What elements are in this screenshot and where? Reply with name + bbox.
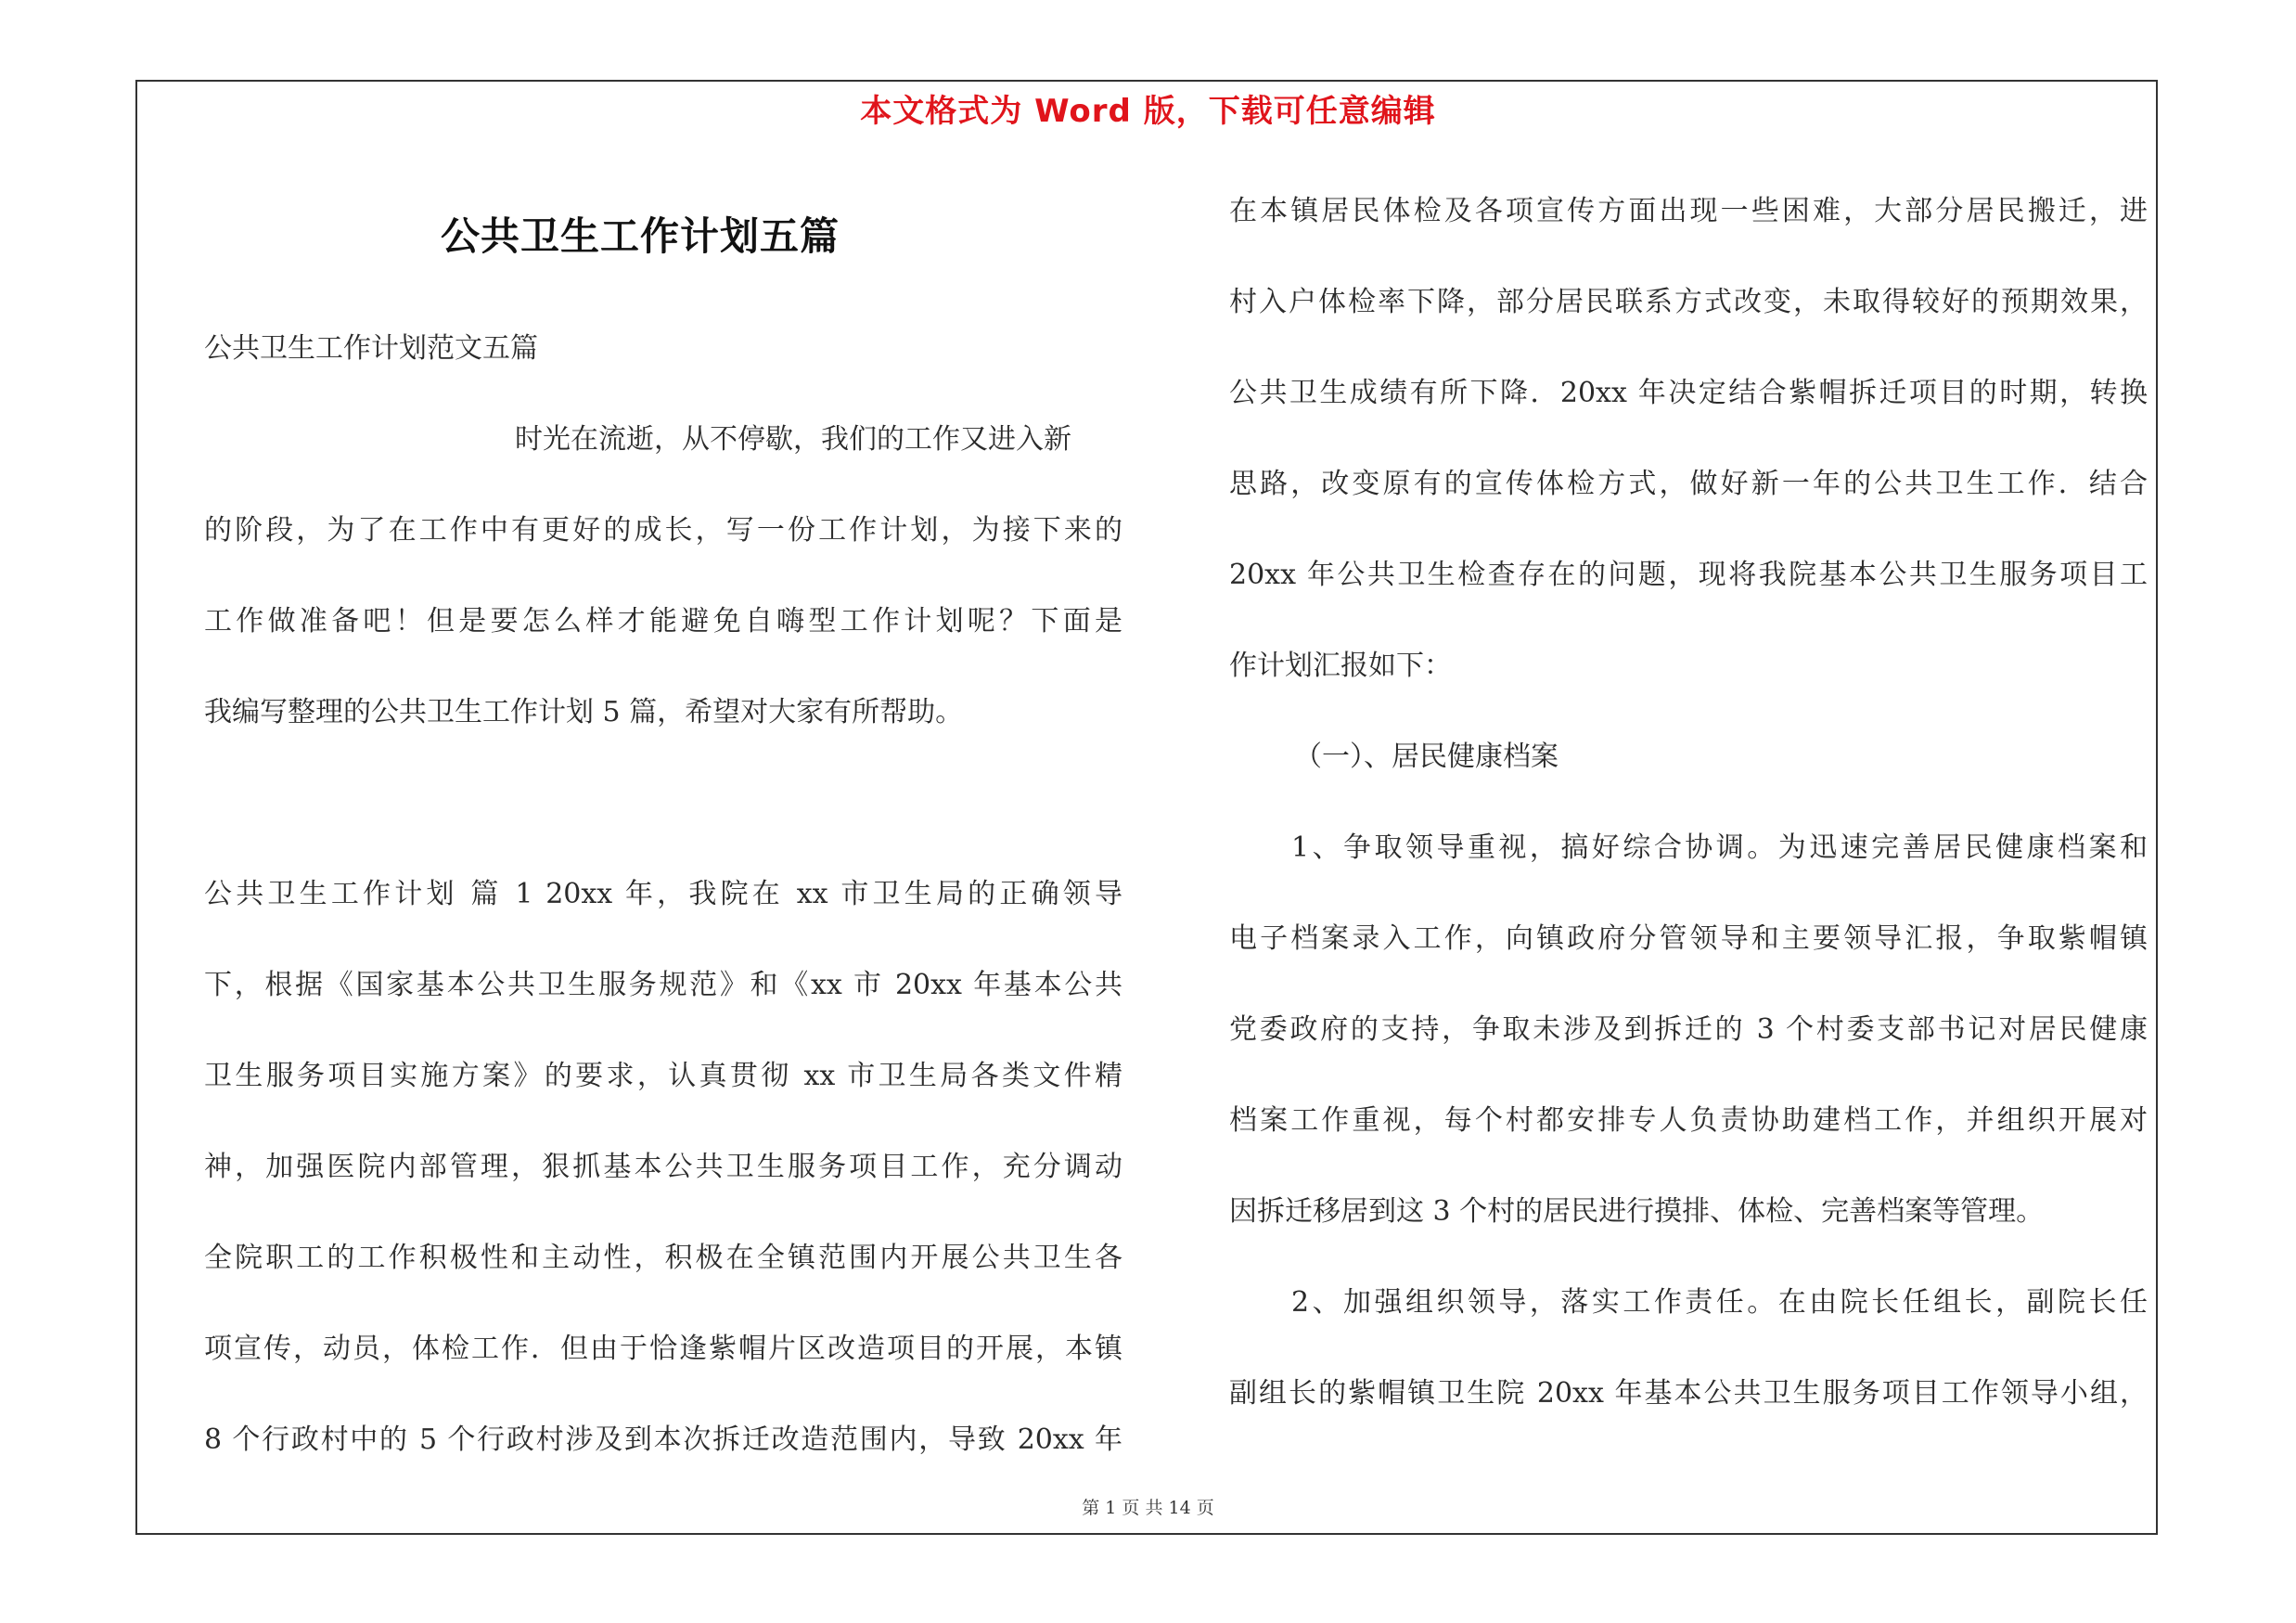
right-line-5: 20xx 年公共卫生检查存在的问题，现将我院基本公共卫生服务项目工 [1229,559,2148,591]
item2-line-1: 2、加强组织领导，落实工作责任。在由院长任组长，副院长任 [1291,1286,2148,1319]
intro-line-2: 的阶段，为了在工作中有更好的成长，写一份工作计划，为接下来的 [204,514,1122,547]
item1-line-1: 1、争取领导重视，搞好综合协调。为迅速完善居民健康档案和 [1291,831,2148,864]
right-line-4: 思路，改变原有的宣传体检方式，做好新一年的公共卫生工作．结合 [1229,468,2148,500]
right-line-1: 在本镇居民体检及各项宣传方面出现一些困难，大部分居民搬迁，进 [1229,195,2148,227]
document-title: 公共卫生工作计划五篇 [440,213,840,259]
intro-line-3: 工作做准备吧！但是要怎么样才能避免自嗨型工作计划呢？下面是 [204,605,1122,638]
item1-line-4: 档案工作重视，每个村都安排专人负责协助建档工作，并组织开展对 [1229,1104,2148,1137]
item2-line-2: 副组长的紫帽镇卫生院 20xx 年基本公共卫生服务项目工作领导小组， [1229,1377,2148,1410]
item1-line-3: 党委政府的支持，争取未涉及到拆迁的 3 个村委支部书记对居民健康 [1229,1013,2148,1046]
document-subtitle: 公共卫生工作计划范文五篇 [204,332,538,365]
right-line-2: 村入户体检率下降，部分居民联系方式改变，未取得较好的预期效果， [1229,286,2148,318]
section-heading-health-records: （一）、居民健康档案 [1294,741,1558,773]
section-line-7: 8 个行政村中的 5 个行政村涉及到本次拆迁改造范围内，导致 20xx 年 [204,1423,1122,1456]
page-footer: 第 1 页 共 14 页 [1082,1498,1214,1518]
right-line-3: 公共卫生成绩有所下降．20xx 年决定结合紫帽拆迁项目的时期，转换 [1229,377,2148,409]
section-line-4: 神，加强医院内部管理，狠抓基本公共卫生服务项目工作，充分调动 [204,1151,1122,1183]
intro-line-1: 时光在流逝，从不停歇，我们的工作又进入新 [515,423,1071,456]
section-line-3: 卫生服务项目实施方案》的要求，认真贯彻 xx 市卫生局各类文件精 [204,1060,1122,1092]
item1-line-2: 电子档案录入工作，向镇政府分管领导和主要领导汇报，争取紫帽镇 [1229,922,2148,955]
section-line-2: 下，根据《国家基本公共卫生服务规范》和《xx 市 20xx 年基本公共 [204,969,1122,1001]
right-line-6: 作计划汇报如下： [1229,650,1452,682]
format-banner: 本文格式为 Word 版，下载可任意编辑 [860,93,1436,130]
section-line-5: 全院职工的工作积极性和主动性，积极在全镇范围内开展公共卫生各 [204,1242,1122,1274]
intro-line-4: 我编写整理的公共卫生工作计划 5 篇，希望对大家有所帮助。 [204,696,964,728]
item1-line-5: 因拆迁移居到这 3 个村的居民进行摸排、体检、完善档案等管理。 [1229,1195,2045,1228]
section-line-1: 公共卫生工作计划 篇 1 20xx 年，我院在 xx 市卫生局的正确领导 [204,878,1122,910]
section-line-6: 项宣传，动员，体检工作．但由于恰逢紫帽片区改造项目的开展，本镇 [204,1333,1122,1365]
